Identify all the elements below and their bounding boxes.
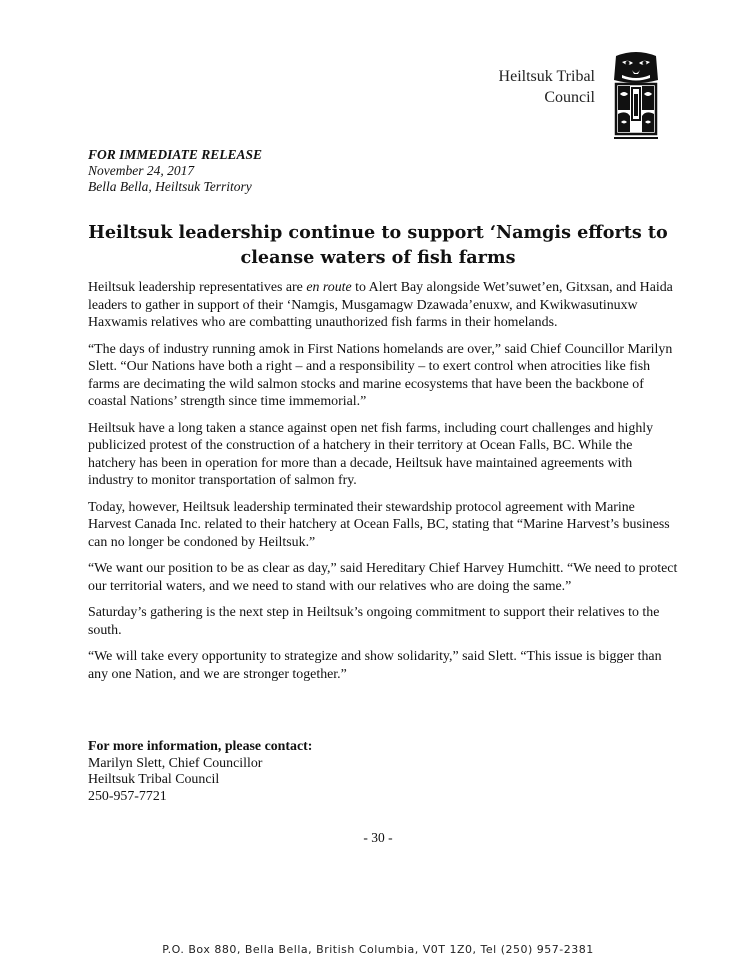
p1-end: to Alert Bay alongside Wet’suwet’en, Gitxsan, and Haida leaders to gather in support of their ‘Namgis, Musgamagw Dzawada’enuxw, and Kwikwasutinuxw Haxwamis relatives who are combatting unauthorized fish farms in their homelands. (88, 280, 673, 330)
paragraph-1 (88, 279, 678, 332)
paragraph-4: Today, however, Heiltsuk leadership terminated their stewardship protocol agreement with Marine Harvest Canada Inc. related to their hatchery at Ocean Falls, BC, stating that “Marine Harvest’s business can no longer be condoned by Heiltsuk.” (88, 499, 670, 550)
paragraph-3: Heiltsuk have a long taken a stance against open net fish farms, including court challenges and highly publicized protest of the construction of a hatchery in their territory at Ocean Falls, BC. While the hatchery has been in operation for more than a decade, Heiltsuk have maintained agreements with industry to monitor transportation of salmon fry. (88, 420, 654, 488)
release-block (88, 147, 262, 195)
paragraph-5: “We want our position to be as clear as day,” said Hereditary Chief Harvey Humchitt. “We need to protect our territorial waters, and we need to stand with our relatives who are doing the same.” (88, 561, 678, 594)
contact-block (88, 739, 312, 805)
footer-address: P.O. Box 880, Bella Bella, British Columbia, V0T 1Z0, Tel (250) 957-2381 (162, 943, 594, 956)
p1-emphasis: en route (306, 280, 352, 295)
release-location: Bella Bella, Heiltsuk Territory (88, 179, 252, 194)
p1-start: Heiltsuk leadership representatives are (88, 280, 307, 295)
paragraph-6: Saturday’s gathering is the next step in Heiltsuk’s ongoing commitment to support their relatives to the south. (88, 605, 660, 638)
contact-name: Marilyn Slett, Chief Councillor (88, 755, 263, 771)
contact-heading: For more information, please contact: (88, 739, 313, 754)
paragraph-2: “The days of industry running amok in First Nations homelands are over,” said Chief Councillor Marilyn Slett. “Our Nations have both a right – and a responsibility – to exert control when atrocities like fish farms are decimating the wild salmon stocks and marine ecosystems that have been the backbone of coastal Nations’ strength since time immemorial.” (88, 341, 673, 409)
release-date: November 24, 2017 (88, 163, 195, 178)
heiltsuk-crest-icon (612, 50, 660, 142)
org-name (470, 66, 595, 108)
contact-phone: 250-957-7721 (88, 788, 167, 804)
org-name-line1: Heiltsuk Tribal (498, 68, 595, 85)
paragraph-7: “We will take every opportunity to strategize and show solidarity,” said Slett. “This issue is bigger than any one Nation, and we are stronger together.” (88, 649, 662, 682)
page-number: - 30 - (363, 830, 393, 845)
headline: Heiltsuk leadership continue to support ‘Namgis efforts to cleanse waters of fish farms (88, 222, 668, 268)
article-body (88, 279, 678, 692)
release-label: FOR IMMEDIATE RELEASE (88, 147, 263, 162)
contact-org: Heiltsuk Tribal Council (88, 772, 220, 787)
org-name-line2: Council (544, 89, 595, 106)
